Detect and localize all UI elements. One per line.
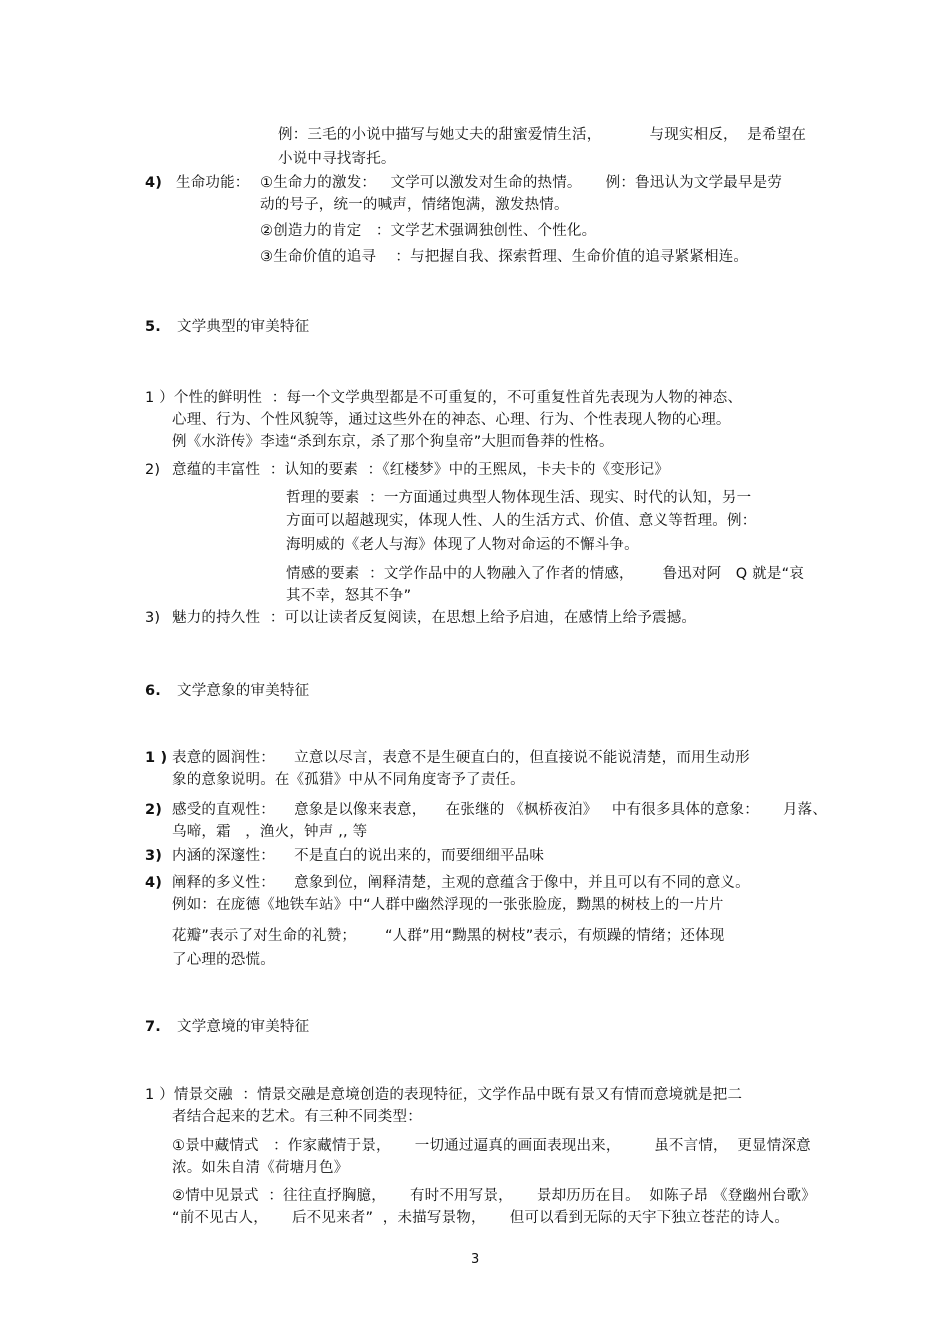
paragraph-line: 花瓣”表示了对生命的礼赞； “人群”用“黝黑的树枝”表示，有烦躁的情绪；还体现 bbox=[172, 928, 725, 944]
paragraph-line: 例《水浒传》李逵“杀到东京，杀了那个狗皇帝”大胆而鲁莽的性格。 bbox=[172, 434, 614, 450]
paragraph-line: 者结合起来的艺术。有三种不同类型： bbox=[172, 1109, 422, 1125]
section-number: 7. bbox=[145, 1019, 161, 1035]
paragraph-line: 意蕴的丰富性 ：认知的要素 ：《红楼梦》中的王熙凤，卡夫卡的《变形记》 bbox=[172, 462, 670, 478]
section-title: 文学意境的审美特征 bbox=[177, 1019, 310, 1035]
section-title: 文学典型的审美特征 bbox=[177, 319, 310, 335]
paragraph-line: 乌啼，霜 ，渔火，钟声 ,, 等 bbox=[172, 824, 368, 840]
paragraph-line: 1 ）情景交融 ：情景交融是意境创造的表现特征，文学作品中既有景又有情而意境就是把二 bbox=[145, 1087, 743, 1103]
paragraph-line: 内涵的深邃性： 不是直白的说出来的，而要细细平品味 bbox=[172, 848, 545, 864]
item-line: ③生命价值的追寻 ：与把握自我、探索哲理、生命价值的追寻紧紧相连。 bbox=[260, 249, 749, 265]
paragraph-line: 方面可以超越现实，体现人性、人的生活方式、价值、意义等哲理。例： bbox=[286, 513, 757, 529]
paragraph-line: 象的意象说明。在《孤猎》中从不同角度寄予了责任。 bbox=[172, 772, 525, 788]
page-number: 3 bbox=[471, 1252, 480, 1267]
item-line: 动的号子，统一的喊声，情绪饱满，激发热情。 bbox=[260, 197, 569, 213]
paragraph-line: “前不见古人， 后不见来者” ，未描写景物， 但可以看到无际的天宇下独立苍茫的诗人。 bbox=[172, 1210, 790, 1226]
paragraph-line: 心理、行为、个性风貌等，通过这些外在的神态、心理、行为、个性表现人物的心理。 bbox=[172, 412, 731, 428]
paragraph-line: 感受的直观性： 意象是以像来表意， 在张继的 《枫桥夜泊》 中有很多具体的意象： 月落、 bbox=[172, 802, 828, 818]
item-number: 2) bbox=[145, 462, 161, 478]
item-number: 4) bbox=[145, 875, 163, 891]
paragraph-line: ②情中见景式 ：往往直抒胸臆， 有时不用写景， 景却历历在目。 如陈子昂 《登幽州台歌》 bbox=[172, 1188, 816, 1204]
paragraph-line: 1 ）个性的鲜明性 ：每一个文学典型都是不可重复的，不可重复性首先表现为人物的神态、 bbox=[145, 390, 743, 406]
paragraph-line: 表意的圆润性： 立意以尽言，表意不是生硬直白的，但直接说不能说清楚，而用生动形 bbox=[172, 750, 750, 766]
item-number: 2) bbox=[145, 802, 163, 818]
item-number: 3) bbox=[145, 848, 163, 864]
example-line: 例：三毛的小说中描写与她丈夫的甜蜜爱情生活， 与现实相反， 是希望在 bbox=[278, 127, 807, 143]
paragraph-line: 其不幸，怒其不争” bbox=[286, 588, 412, 604]
item-line: ②创造力的肯定 ：文学艺术强调独创性、个性化。 bbox=[260, 223, 597, 239]
paragraph-line: ①景中藏情式 ：作家藏情于景， 一切通过逼真的画面表现出来， 虽不言情， 更显情深意 bbox=[172, 1138, 811, 1154]
paragraph-line: 阐释的多义性： 意象到位，阐释清楚，主观的意蕴含于像中，并且可以有不同的意义。 bbox=[172, 875, 750, 891]
paragraph-line: 情感的要素 ：文学作品中的人物融入了作者的情感， 鲁迅对阿 Q 就是“哀 bbox=[286, 566, 805, 582]
item-number: 4) bbox=[145, 175, 163, 191]
section-number: 5. bbox=[145, 319, 161, 335]
item-label: 生命功能： bbox=[176, 175, 250, 191]
item-number: 3) bbox=[145, 610, 161, 626]
section-number: 6. bbox=[145, 683, 161, 699]
section-title: 文学意象的审美特征 bbox=[177, 683, 310, 699]
item-line: ①生命力的激发： 文学可以激发对生命的热情。 例：鲁迅认为文学最早是劳 bbox=[260, 175, 783, 191]
paragraph-line: 魅力的持久性 ：可以让读者反复阅读，在思想上给予启迪，在感情上给予震撼。 bbox=[172, 610, 697, 626]
item-number: 1 ) bbox=[145, 750, 168, 766]
paragraph-line: 哲理的要素 ：一方面通过典型人物体现生活、现实、时代的认知，另一 bbox=[286, 490, 752, 506]
paragraph-line: 例如：在庞德《地铁车站》中“人群中幽然浮现的一张张脸庞，黝黑的树枝上的一片片 bbox=[172, 897, 724, 913]
paragraph-line: 海明威的《老人与海》体现了人物对命运的不懈斗争。 bbox=[286, 537, 639, 553]
paragraph-line: 了心理的恐慌。 bbox=[172, 952, 275, 968]
paragraph-line: 浓。如朱自清《荷塘月色》 bbox=[172, 1160, 349, 1176]
example-line: 小说中寻找寄托。 bbox=[278, 151, 396, 167]
